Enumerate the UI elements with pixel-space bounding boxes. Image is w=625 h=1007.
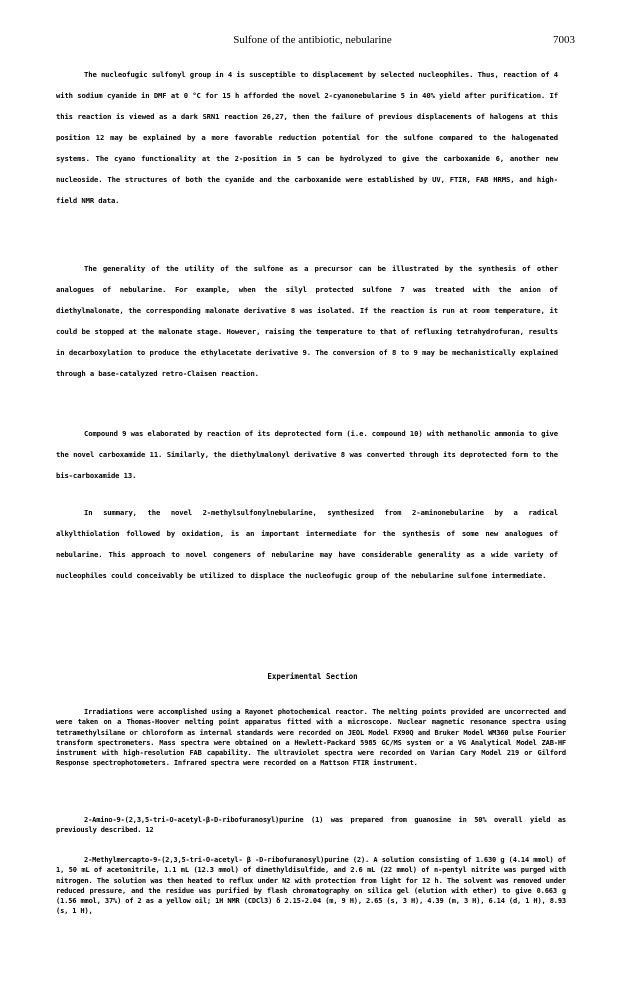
paragraph-text: The generality of the utility of the sulfone as a precursor can be illustrated by the synthesis of other analogues of nebularine. For example, when the silyl protected sulfone 7 was treated with the anion of diethylmalonate, the corresponding malonate derivative 8 was isolated. If the reaction is run at room temperature, it could be stopped at the malonate stage. However, raising the temperature to that of refluxing tetrahydrofuran, results in decarboxylation to produce the ethylacetate derivative 9. The conversion of 8 to 9 may be mechanistically explained through a base-catalyzed retro-Claisen reaction. [56, 264, 558, 378]
paragraph-text: The nucleofugic sulfonyl group in 4 is susceptible to displacement by selected nucleophiles. Thus, reaction of 4 with sodium cyanide in DMF at 0 °C for 15 h afforded the novel 2-cyanonebularine 5 in 40% yield after purification. If this reaction is viewed as a dark SRN1 reaction 26,27, then the failure of previous displacements of halogens at this position 12 may be explained by a more favorable reduction potential for the sulfone compared to the halogenated systems. The cyano functionality at the 2-position in 5 can be hydrolyzed to give the carboxamide 6, another new nucleoside. The structures of both the cyanide and the carboxamide were established by UV, FTIR, FAB HRMS, and high-field NMR data. [56, 70, 558, 205]
paragraph-text: 2-Amino-9-(2,3,5-tri-O-acetyl-β-D-ribofuranosyl)purine (1) was prepared from guanosine in 50% overall yield as previously described. 12 [56, 816, 566, 835]
experimental-general [56, 707, 566, 769]
body-paragraph-3 [56, 423, 558, 486]
paragraph-text: Compound 9 was elaborated by reaction of its deprotected form (i.e. compound 10) with methanolic ammonia to give the novel carboxamide 11. Similarly, the diethylmalonyl derivative 8 was converted through its deprotected form to the bis-carboxamide 13. [56, 429, 558, 480]
body-paragraph-4 [56, 502, 558, 586]
paragraph-text: In summary, the novel 2-methylsulfonylnebularine, synthesized from 2-aminonebularine by a radical alkylthiolation followed by oxidation, is an important intermediate for the synthesis of some new analogues of nebularine. This approach to novel congeners of nebularine may have considerable generality as a wide variety of nucleophiles could conceivably be utilized to displace the nucleofugic group of the nebularine sulfone intermediate. [56, 508, 558, 580]
page-number: 7003 [553, 34, 575, 46]
experimental-compound-2 [56, 855, 566, 917]
section-heading: Experimental Section [267, 672, 358, 681]
paragraph-text: Irradiations were accomplished using a Rayonet photochemical reactor. The melting points provided are uncorrected and were taken on a Thomas-Hoover melting point apparatus fitted with a microscope. Nuclear magnetic resonance spectra using tetramethylsilane or chloroform as internal standards were recorded on JEOL Model FX90Q and Bruker Model WM360 pulse Fourier transform spectrometers. Mass spectra were obtained on a Hewlett-Packard 5985 GC/MS system or a VG Analytical Model ZAB-HF instrument with high-resolution FAB capability. The ultraviolet spectra were recorded on Varian Cary Model 219 or Gilford Response spectrophotometers. Infrared spectra were recorded on a Mattson FTIR instrument. [56, 708, 566, 768]
paragraph-text: 2-Methylmercapto-9-(2,3,5-tri-O-acetyl- β -D-ribofuranosyl)purine (2). A solution consisting of 1.630 g (4.14 mmol) of 1, 50 mL of acetonitrile, 1.1 mL (12.3 mmol) of dimethyldisulfide, and 2.6 mL (22 mmol) of n-pentyl nitrite was purged with nitrogen. The solution was then heated to reflux under N2 with protection from light for 12 h. The solvent was removed under reduced pressure, and the residue was purified by flash chromatography on silica gel (elution with ether) to give 0.663 g (1.56 mmol, 37%) of 2 as a yellow oil; 1H NMR (CDCl3) δ 2.15-2.04 (m, 9 H), 2.65 (s, 3 H), 4.39 (m, 3 H), 6.14 (d, 1 H), 8.93 (s, 1 H), [56, 856, 566, 916]
experimental-compound-1 [56, 815, 566, 836]
body-paragraph-2 [56, 258, 558, 384]
body-paragraph-1 [56, 64, 558, 211]
running-header-title: Sulfone of the antibiotic, nebularine [233, 34, 392, 46]
